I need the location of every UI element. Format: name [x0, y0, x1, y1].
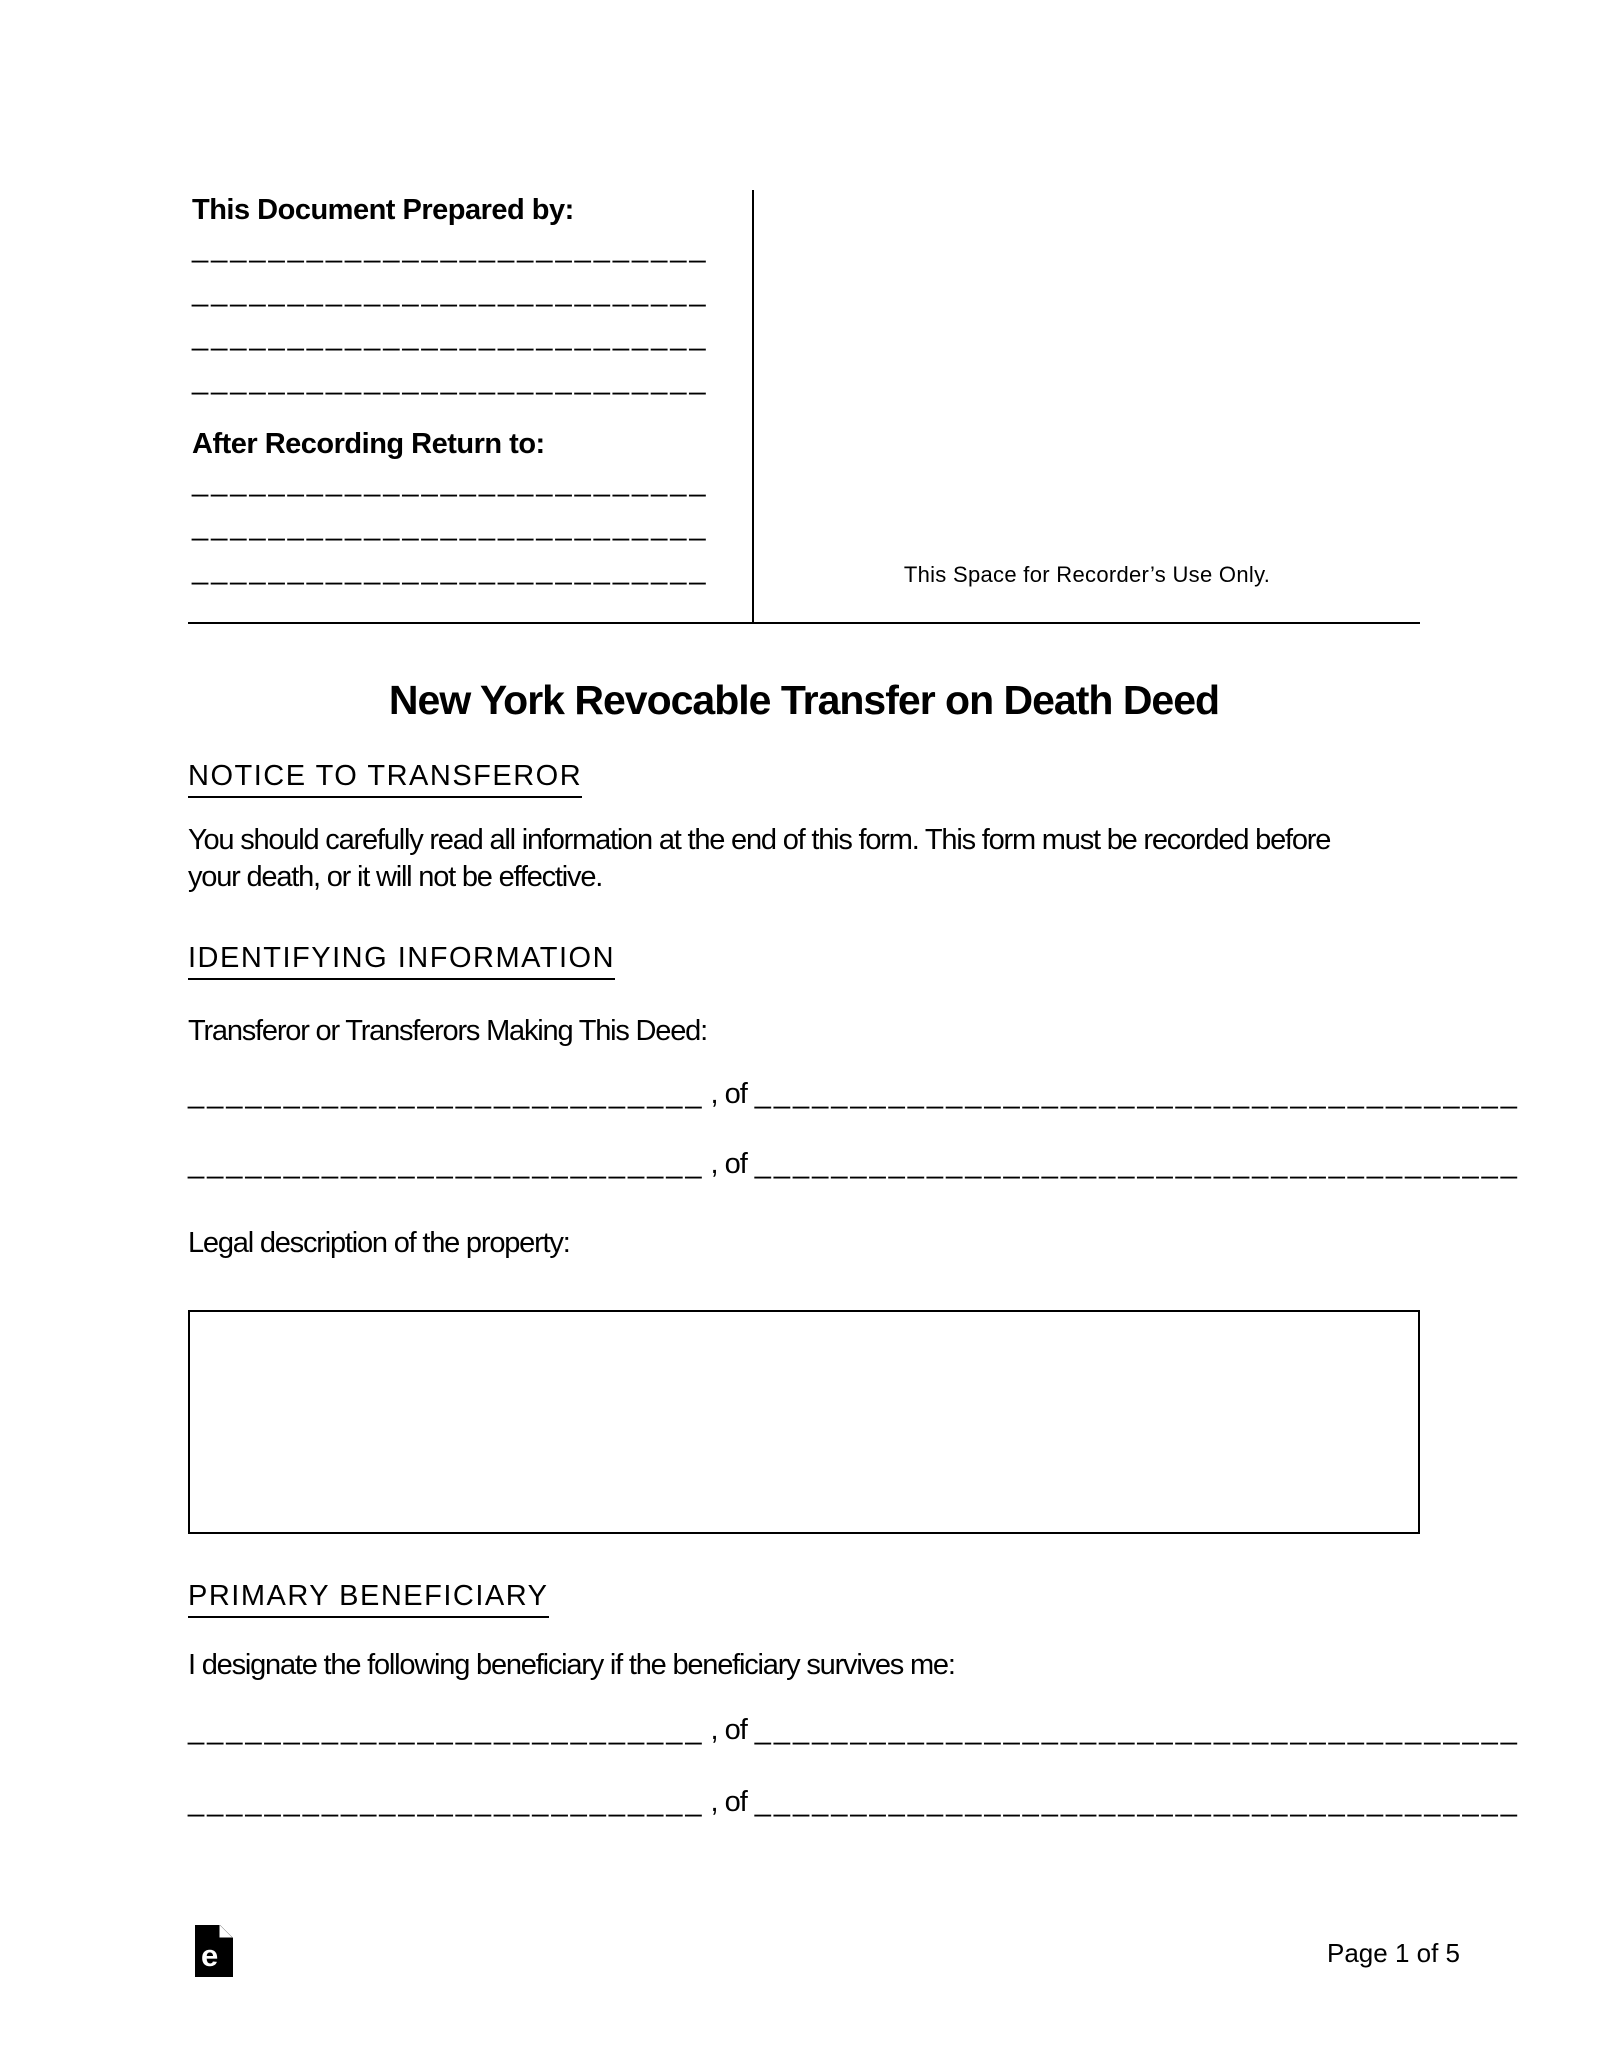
- preparer-column: [188, 190, 754, 622]
- identifying-section-heading: [188, 940, 1420, 980]
- notice-section-heading: [188, 758, 1420, 798]
- page-content: [188, 190, 1520, 1822]
- recorder-use-note: This Space for Recorder’s Use Only.: [903, 562, 1271, 587]
- return-to-blank-2[interactable]: ___________________________: [192, 510, 709, 542]
- transferors-label: Transferor or Transferors Making This Deed:: [188, 1015, 707, 1047]
- beneficiary-section-heading: [188, 1578, 1420, 1618]
- of-label: , of: [710, 1786, 747, 1818]
- of-label: , of: [710, 1714, 747, 1746]
- transferor-1-place-blank[interactable]: ________________________________________: [754, 1078, 1520, 1110]
- document-page-icon: [195, 1925, 233, 1977]
- transferor-row-1: [188, 1074, 1520, 1114]
- return-to-blank-1[interactable]: ___________________________: [192, 466, 709, 498]
- transferor-2-name-blank[interactable]: ___________________________: [188, 1148, 705, 1180]
- page-title: New York Revocable Transfer on Death Deed: [388, 677, 1220, 723]
- designate-label: I designate the following beneficiary if the beneficiary survives me:: [188, 1649, 955, 1681]
- beneficiary-row-1: [188, 1710, 1520, 1750]
- transferor-row-2: [188, 1144, 1520, 1184]
- eforms-document-icon: [195, 1925, 233, 1977]
- return-to-blank-3[interactable]: ___________________________: [192, 554, 709, 586]
- notice-heading-text: NOTICE TO TRANSFEROR: [188, 758, 582, 798]
- beneficiary-2-place-blank[interactable]: ________________________________________: [754, 1786, 1520, 1818]
- prepared-by-blank-3[interactable]: ___________________________: [192, 320, 709, 352]
- logo-letter: e: [201, 1938, 219, 1973]
- of-label: , of: [710, 1148, 747, 1180]
- of-label: , of: [710, 1078, 747, 1110]
- beneficiary-row-2: [188, 1782, 1520, 1822]
- prepared-by-label: This Document Prepared by:: [192, 194, 574, 226]
- transferor-2-place-blank[interactable]: ________________________________________: [754, 1148, 1520, 1180]
- legal-description-box[interactable]: [188, 1310, 1420, 1534]
- return-to-label: After Recording Return to:: [192, 428, 545, 460]
- identifying-heading-text: IDENTIFYING INFORMATION: [188, 940, 615, 980]
- prepared-by-blank-2[interactable]: ___________________________: [192, 276, 709, 308]
- beneficiary-1-name-blank[interactable]: ___________________________: [188, 1714, 705, 1746]
- recorder-space: [754, 190, 1420, 622]
- prepared-by-blank-4[interactable]: ___________________________: [192, 364, 709, 396]
- transferor-1-name-blank[interactable]: ___________________________: [188, 1078, 705, 1110]
- notice-body: You should carefully read all information at the end of this form. This form must be recorded before your death, or it will not be effective.: [188, 824, 1331, 893]
- beneficiary-1-place-blank[interactable]: ________________________________________: [754, 1714, 1520, 1746]
- prepared-by-blank-1[interactable]: ___________________________: [192, 232, 709, 264]
- legal-description-label: Legal description of the property:: [188, 1227, 570, 1259]
- recorder-header: [188, 190, 1420, 624]
- beneficiary-2-name-blank[interactable]: ___________________________: [188, 1786, 705, 1818]
- beneficiary-heading-text: PRIMARY BENEFICIARY: [188, 1578, 549, 1618]
- page-number: Page 1 of 5: [1327, 1938, 1460, 1968]
